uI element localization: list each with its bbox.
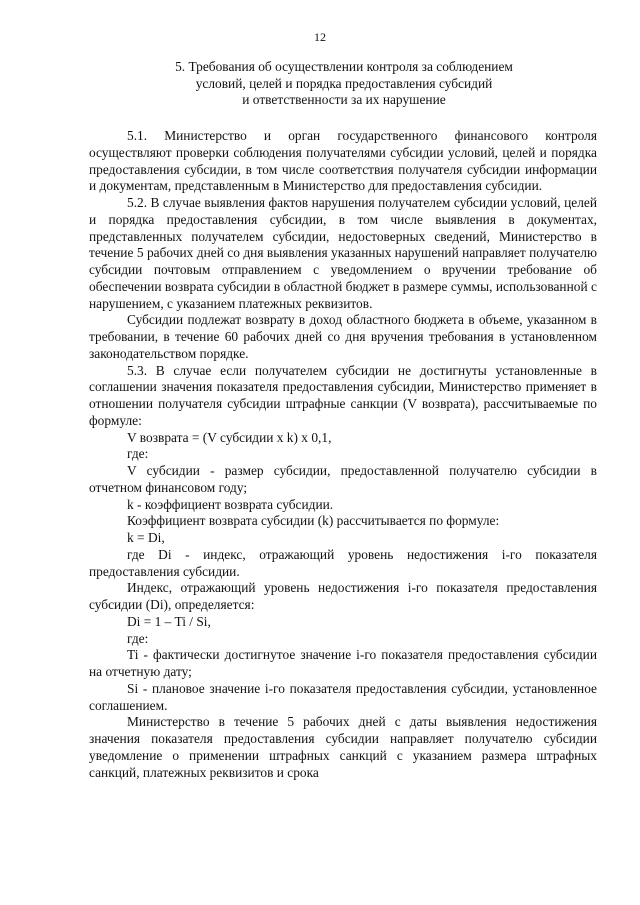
paragraph-return-terms: Субсидии подлежат возврату в доход областного бюджета в объеме, указанном в требовании, в течение 60 рабочих дней со дня вручения требования в установленном законодательством порядке. <box>89 312 597 361</box>
definition-si: Si - плановое значение i-го показателя предоставления субсидии, установленное соглашением. <box>89 680 597 713</box>
document-body <box>89 128 597 781</box>
heading-line-2: условий, целей и порядка предоставления субсидий <box>195 75 493 91</box>
definition-di: где Di - индекс, отражающий уровень недостижения i-го показателя предоставления субсидии. <box>89 546 597 579</box>
paragraph-k-formula-intro: Коэффициент возврата субсидии (k) рассчитывается по формуле: <box>127 513 500 529</box>
paragraph-5-3: 5.3. В случае если получателем субсидии не достигнуты установленные в соглашении значения показателя предоставления субсидии, Министерство применяет в отношении получателя субсидии штрафные санкции (V возврата), рассчитываемые по формуле: <box>89 362 597 428</box>
paragraph-penalty-notice: Министерство в течение 5 рабочих дней с даты выявления недостижения значения показателя предоставления субсидии направляет получателю субсидии уведомление о применении штрафных санкций с указанием размера штрафных санкций, платежных реквизитов и срока <box>89 714 597 780</box>
heading-line-1: 5. Требования об осуществлении контроля за соблюдением <box>175 59 513 74</box>
where-label-1: где: <box>127 446 149 462</box>
definition-v-subsidy: V субсидии - размер субсидии, предоставленной получателю субсидии в отчетном финансовом году; <box>89 463 597 495</box>
formula-di: Di = 1 – Ti / Si, <box>127 613 211 629</box>
paragraph-di-intro: Индекс, отражающий уровень недостижения i-го показателя предоставления субсидии (Di), определяется: <box>89 580 597 612</box>
definition-k: k - коэффициент возврата субсидии. <box>127 496 334 512</box>
paragraph-5-2: 5.2. В случае выявления фактов нарушения получателем субсидии условий, целей и порядка предоставления субсидии, в том числе выявления в документах, представленных получателем субсидии, недостоверных сведений, Министерство в течение 5 рабочих дней со дня выявления указанных нарушений направляет получателю субсидии почтовым отправлением с уведомлением о вручении требование об обеспечении возврата субсидии в областной бюджет в размере суммы, использованной с нарушением, с указанием платежных реквизитов. <box>89 195 597 311</box>
where-label-2: где: <box>127 630 149 646</box>
heading-line-3: и ответственности за их нарушение <box>242 92 446 107</box>
section-heading <box>118 59 570 109</box>
formula-k: k = Di, <box>127 530 165 545</box>
definition-ti: Ti - фактически достигнутое значение i-го показателя предоставления субсидии на отчетную дату; <box>89 647 597 679</box>
formula-v-return: V возврата = (V субсидии x k) x 0,1, <box>127 429 332 445</box>
page-number: 12 <box>314 30 326 44</box>
paragraph-5-1: 5.1. Министерство и орган государственного финансового контроля осуществляют проверки соблюдения получателями субсидии условий, целей и порядка предоставления субсидии, в том числе соответствия получателя субсидии информации и документам, представленным в Министерство для предоставления субсидии. <box>89 128 597 194</box>
